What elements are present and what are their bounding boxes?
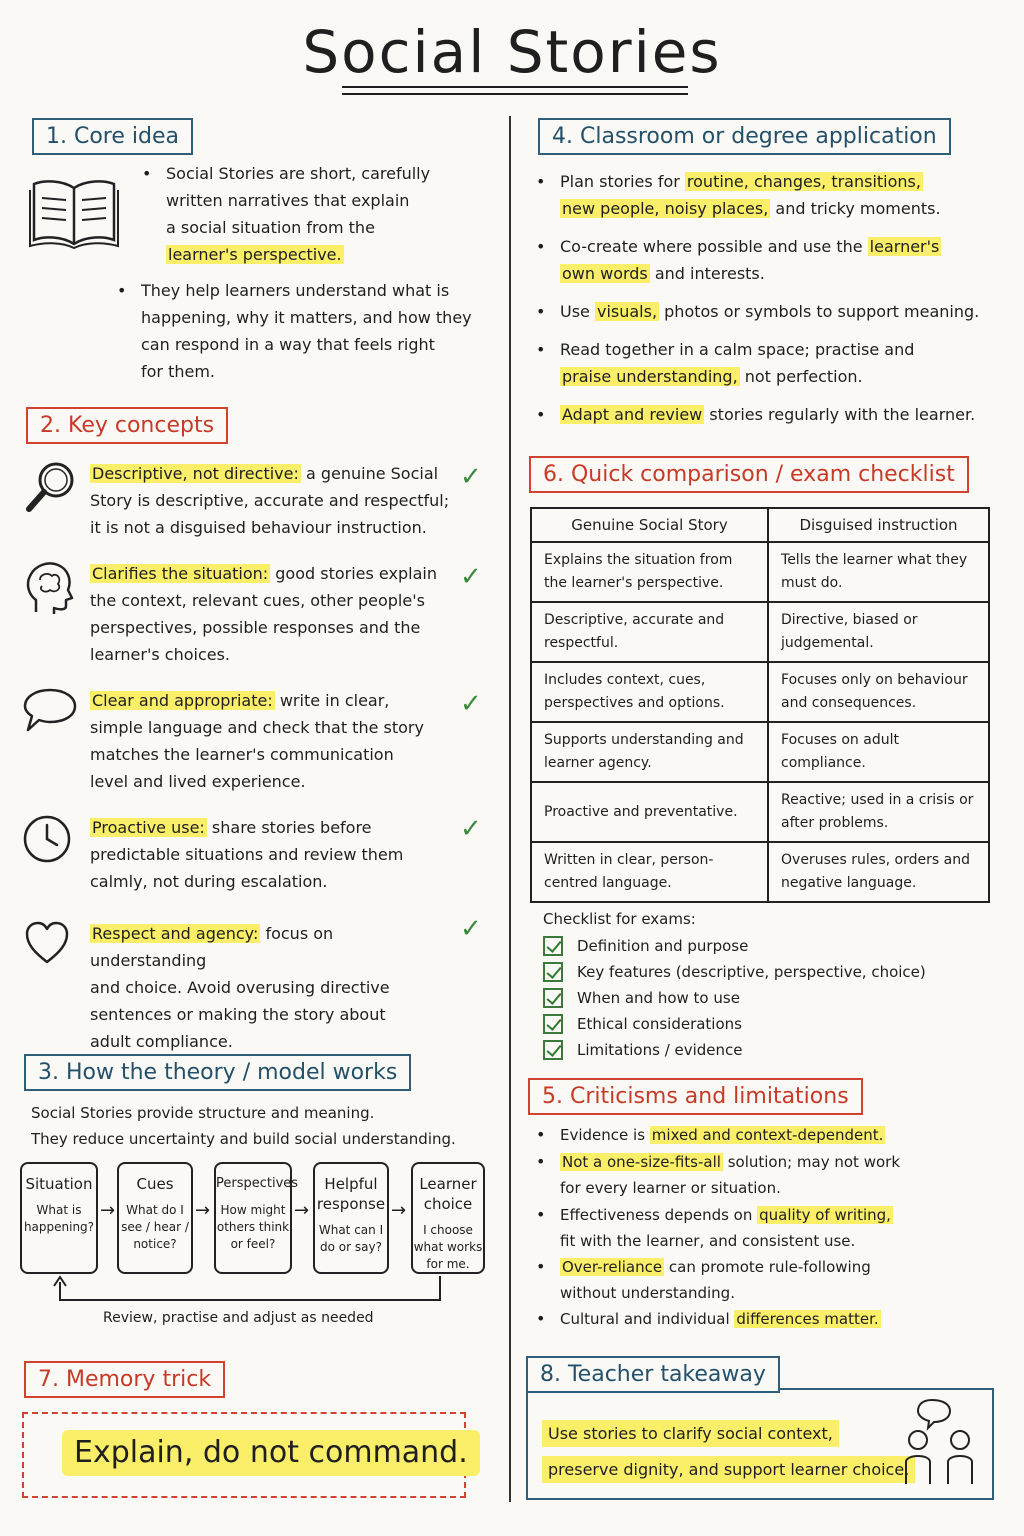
highlight: Over-reliance [562, 1258, 663, 1276]
text-line: for them. [141, 362, 216, 381]
highlight: learner's [869, 237, 940, 256]
flow-step-title: Cues [136, 1175, 174, 1193]
column-divider [509, 116, 511, 1502]
highlight: Adapt and review [562, 405, 703, 424]
highlight: quality of writing, [759, 1206, 891, 1224]
section-header-core-idea: 1. Core idea [32, 118, 193, 155]
title-underline [342, 86, 688, 88]
concept-key: Respect and agency: [92, 924, 259, 943]
criticism-bullet [560, 1306, 990, 1332]
arrow-right-icon: → [294, 1200, 310, 1221]
text-line: write in clear, [279, 691, 390, 710]
text: Plan stories for [560, 172, 680, 191]
text-line: a social situation from the [166, 218, 375, 237]
text: stories regularly with the learner. [709, 405, 976, 424]
highlight: visuals, [596, 302, 658, 321]
heart-icon [24, 920, 70, 966]
text-line: see / hear / [121, 1220, 189, 1234]
concept-item [90, 460, 450, 541]
arrow-right-icon: → [100, 1200, 116, 1221]
concept-key: Clear and appropriate: [92, 691, 273, 710]
highlight: Not a one-size-fits-all [562, 1153, 721, 1171]
flow-step-cues [117, 1162, 193, 1274]
text-line: matches the learner's communication [90, 745, 394, 764]
table-row [531, 782, 989, 842]
section-header-key-concepts: 2. Key concepts [26, 407, 228, 444]
table-row [531, 602, 989, 662]
text-line: happening? [23, 1220, 95, 1234]
text-line: do or say? [320, 1240, 382, 1254]
table-header-row [531, 508, 989, 542]
text-line: They reduce uncertainty and build social understanding. [31, 1130, 456, 1148]
classroom-bullet [560, 168, 990, 222]
check-icon: ✓ [460, 562, 482, 592]
text-line: perspectives, possible responses and the [90, 618, 421, 637]
classroom-bullet [560, 233, 990, 287]
classroom-bullet [560, 401, 990, 428]
text-line: written narratives that explain [166, 191, 410, 210]
text-line: • Social Stories are short, carefully [166, 164, 431, 183]
section-header-teacher-takeaway: 8. Teacher takeaway [526, 1356, 780, 1393]
text-line: • They help learners understand what is [141, 281, 450, 300]
open-book-icon [28, 176, 120, 250]
criticism-bullet [560, 1149, 990, 1201]
text-line: What is [36, 1203, 82, 1217]
text: Effectiveness depends on [560, 1206, 753, 1224]
checklist-item [543, 1040, 743, 1060]
text-line: predictable situations and review them [90, 845, 404, 864]
text-line: fit with the learner, and consistent use. [560, 1232, 856, 1250]
text: can promote rule-following [668, 1258, 871, 1276]
highlight: preserve dignity, and support learner choice. [542, 1456, 915, 1483]
concept-item [90, 560, 450, 668]
highlight: new people, noisy places, [562, 199, 769, 218]
text-line: Social Stories provide structure and meaning. [31, 1104, 375, 1122]
section-header-theory: 3. How the theory / model works [24, 1054, 411, 1091]
checklist-label: Definition and purpose [577, 937, 749, 955]
table-row [531, 542, 989, 602]
criticism-bullet [560, 1254, 990, 1306]
text: photos or symbols to support meaning. [664, 302, 980, 321]
core-idea-bullet [141, 277, 491, 385]
text-line: What can I [318, 1223, 384, 1237]
column-header: Disguised instruction [768, 508, 989, 542]
text-line: response [316, 1195, 386, 1213]
checkbox-checked-icon [543, 962, 563, 982]
checklist-label: Ethical considerations [577, 1015, 742, 1033]
concept-key: Descriptive, not directive: [92, 464, 299, 483]
memory-phrase: Explain, do not command. [62, 1430, 480, 1476]
text-line: How might [220, 1203, 286, 1217]
checkbox-checked-icon [543, 988, 563, 1008]
highlight: differences matter. [736, 1310, 879, 1328]
text-line: for every learner or situation. [560, 1179, 781, 1197]
text: not perfection. [744, 367, 863, 386]
concept-item [90, 920, 452, 1055]
text-line: or feel? [230, 1237, 276, 1251]
checkbox-checked-icon [543, 1014, 563, 1034]
highlight: learner's perspective. [168, 245, 342, 264]
text: Evidence is [560, 1126, 646, 1144]
core-idea-bullet [166, 160, 486, 268]
people-talking-icon [900, 1396, 980, 1488]
text-line: • Read together in a calm space; practise and [560, 340, 915, 359]
text-line: sentences or making the story about [90, 1005, 386, 1024]
text-line: level and lived experience. [90, 772, 306, 791]
flow-step-helpful-response [313, 1162, 389, 1274]
checklist-item [543, 962, 926, 982]
text-line: calmly, not during escalation. [90, 872, 328, 891]
text-line: choice [423, 1195, 473, 1213]
flow-step-title: Situation [25, 1175, 93, 1193]
table-cell: Proactive and preventative. [531, 782, 768, 842]
table-cell: Overuses rules, orders and negative language. [768, 842, 989, 902]
table-cell: Supports understanding and learner agency. [531, 722, 768, 782]
table-cell: Descriptive, accurate and respectful. [531, 602, 768, 662]
check-icon: ✓ [460, 814, 482, 844]
flow-step-learner-choice [411, 1162, 485, 1274]
checklist-label: When and how to use [577, 989, 740, 1007]
text-line: focus on understanding [90, 924, 334, 970]
checklist-item [543, 1014, 742, 1034]
table-cell: Focuses on adult compliance. [768, 722, 989, 782]
column-header: Genuine Social Story [531, 508, 768, 542]
text: Use [560, 302, 590, 321]
arrow-right-icon: → [195, 1200, 211, 1221]
text-line: Story is descriptive, accurate and respectful; [90, 491, 450, 510]
flow-step-situation [20, 1162, 98, 1274]
magnifier-icon [24, 460, 76, 514]
table-cell: Written in clear, person-centred language. [531, 842, 768, 902]
table-row [531, 662, 989, 722]
text-line: happening, why it matters, and how they [141, 308, 472, 327]
text-line: it is not a disguised behaviour instruction. [90, 518, 427, 537]
text-line: Learner [419, 1175, 477, 1193]
concept-key: Clarifies the situation: [92, 564, 269, 583]
text-line: can respond in a way that feels right [141, 335, 435, 354]
checklist-title: Checklist for exams: [543, 910, 696, 928]
checkbox-checked-icon [543, 936, 563, 956]
checklist-item [543, 988, 740, 1008]
highlight: routine, changes, transitions, [686, 172, 921, 191]
table-cell: Tells the learner what they must do. [768, 542, 989, 602]
highlight: mixed and context-dependent. [651, 1126, 884, 1144]
highlight: praise understanding, [562, 367, 738, 386]
check-icon: ✓ [460, 689, 482, 719]
head-icon [22, 558, 76, 616]
checklist-label: Key features (descriptive, perspective, choice) [577, 963, 926, 981]
takeaway-text [542, 1416, 915, 1488]
text-line: What do I [126, 1203, 184, 1217]
loop-arrow [50, 1274, 450, 1304]
concept-item [90, 814, 450, 895]
section-header-criticisms: 5. Criticisms and limitations [528, 1078, 863, 1115]
arrow-right-icon: → [391, 1200, 407, 1221]
text-line: I choose [423, 1223, 473, 1237]
concept-item [90, 687, 450, 795]
highlight: Use stories to clarify social context, [542, 1420, 839, 1447]
text: and interests. [654, 264, 765, 283]
speech-bubble-icon [22, 686, 78, 734]
section-header-memory-trick: 7. Memory trick [24, 1361, 225, 1398]
loop-caption: Review, practise and adjust as needed [103, 1310, 374, 1326]
table-cell: Explains the situation from the learner's perspective. [531, 542, 768, 602]
text-line: Helpful [324, 1175, 378, 1193]
table-cell: Focuses only on behaviour and consequences. [768, 662, 989, 722]
text: Cultural and individual [560, 1310, 730, 1328]
clock-icon [22, 814, 72, 864]
title-underline [342, 93, 688, 95]
table-cell: Includes context, cues, perspectives and options. [531, 662, 768, 722]
check-icon: ✓ [460, 462, 482, 492]
text-line: a genuine Social [305, 464, 439, 483]
text: solution; may not work [727, 1153, 901, 1171]
table-row [531, 842, 989, 902]
criticism-bullet [560, 1122, 990, 1148]
text-line: others think [216, 1220, 290, 1234]
text: Co-create where possible and use the [560, 237, 863, 256]
text-line: and choice. Avoid overusing directive [90, 978, 390, 997]
text-line: notice? [133, 1237, 177, 1251]
text-line: share stories before [211, 818, 372, 837]
section-header-comparison: 6. Quick comparison / exam checklist [529, 456, 969, 493]
table-cell: Reactive; used in a crisis or after problems. [768, 782, 989, 842]
table-cell: Directive, biased or judgemental. [768, 602, 989, 662]
classroom-bullet [560, 336, 990, 390]
theory-intro [31, 1100, 456, 1152]
text-line: what works [413, 1240, 483, 1254]
concept-key: Proactive use: [92, 818, 205, 837]
text-line: adult compliance. [90, 1032, 233, 1051]
criticism-bullet [560, 1202, 990, 1254]
comparison-table [530, 507, 990, 903]
highlight: own words [562, 264, 648, 283]
text-line: the context, relevant cues, other people's [90, 591, 425, 610]
classroom-bullet [560, 298, 990, 325]
text: and tricky moments. [775, 199, 941, 218]
flow-step-perspectives [214, 1162, 299, 1274]
text-line: for me. [426, 1257, 470, 1271]
checkbox-checked-icon [543, 1040, 563, 1060]
text-line: without understanding. [560, 1284, 735, 1302]
text-line: learner's choices. [90, 645, 231, 664]
section-header-classroom: 4. Classroom or degree application [538, 118, 951, 155]
checklist-label: Limitations / evidence [577, 1041, 743, 1059]
flow-step-title: Perspectives [216, 1176, 299, 1191]
text-line: simple language and check that the story [90, 718, 424, 737]
check-icon: ✓ [460, 914, 482, 944]
table-row [531, 722, 989, 782]
page-title: Social Stories [302, 18, 722, 86]
checklist-item [543, 936, 748, 956]
text-line: good stories explain [275, 564, 437, 583]
